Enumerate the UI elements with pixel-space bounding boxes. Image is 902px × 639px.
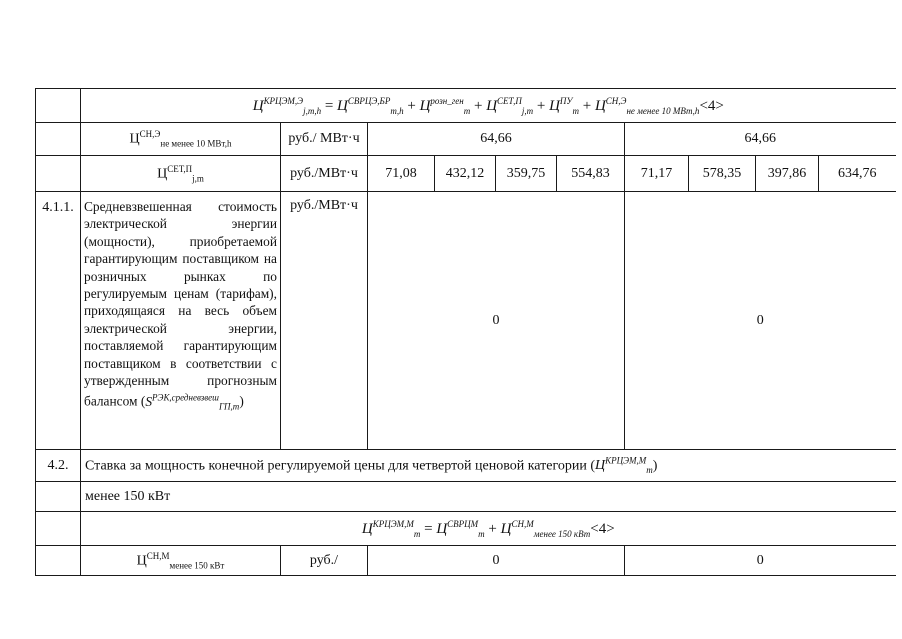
sn-m-unit: руб./ <box>281 546 368 576</box>
sn-m-symbol: $Ц^{СН,М}_{менее 150 кВт}$ <box>81 546 281 576</box>
set-p-row <box>36 156 896 192</box>
sn-e-left-value: 64,66 <box>368 123 625 156</box>
sn-m-left-value: 0 <box>368 546 625 576</box>
set-p-value: 554,83 <box>557 156 625 192</box>
formula-row <box>36 89 896 123</box>
set-p-value: 359,75 <box>496 156 557 192</box>
empty-number-cell <box>36 482 81 512</box>
set-p-unit: руб./МВт·ч <box>281 156 368 192</box>
formula-krcem-m: $Ц^{КРЦЭМ,М}_m = Ц^{СВРЦМ}_m + Ц^{СН,М}_{менее 150 кВт}<4>$ <box>81 512 896 546</box>
sn-e-unit: руб./ МВт·ч <box>281 123 368 156</box>
empty-number-cell <box>36 156 81 192</box>
sn-m-right-value: 0 <box>625 546 896 576</box>
formula-krcem-e: $Ц^{КРЦЭМ,Э}_{j,m,h} = Ц^{СВРЦЭ,БР}_{m,h} + Ц^{розн\_ген}_m + Ц^{СЕТ,П}_{j,m} + Ц^{ПУ}_m + Ц^{СН,Э}_{не менее 10 МВт,h}<4>$ <box>81 89 896 123</box>
sn-e-right-value: 64,66 <box>625 123 896 156</box>
set-p-value: 71,08 <box>368 156 435 192</box>
set-p-value: 578,35 <box>689 156 756 192</box>
empty-number-cell <box>36 546 81 576</box>
empty-number-cell <box>36 512 81 546</box>
row-4-2 <box>36 450 896 482</box>
set-p-value: 634,76 <box>819 156 896 192</box>
row-4-1-1 <box>36 192 896 450</box>
row-4-2-title: Ставка за мощность конечной регулируемой цены для четвертой ценовой категории $(Ц^{КРЦЭМ,М}_m)$ <box>81 450 896 482</box>
row-number: 4.1.1. <box>36 192 81 450</box>
row-4-1-1-description: Средневзвешенная стоимость электрической энергии (мощности), приобретаемой гарантирующим поставщиком на розничных рынках по регулируемым ценам (тарифам), приходящаяся на весь объем электрической энергии, поставляемой гарантирующим поставщиком в соответствии с утвержденным прогнозным балансом $(S^{РЭК,средневзвеш}_{ГП,m})$ <box>81 192 281 450</box>
row-number: 4.2. <box>36 450 81 482</box>
set-p-symbol: $Ц^{СЕТ,П}_{j,m}$ <box>81 156 281 192</box>
less-150-row <box>36 482 896 512</box>
row-4-1-1-unit: руб./МВт·ч <box>281 192 368 450</box>
row-4-1-1-left-value: 0 <box>368 192 625 450</box>
row-4-1-1-right-value: 0 <box>625 192 896 450</box>
set-p-value: 71,17 <box>625 156 689 192</box>
formula-m-row <box>36 512 896 546</box>
set-p-value: 397,86 <box>756 156 819 192</box>
tariff-table <box>35 88 896 576</box>
set-p-value: 432,12 <box>435 156 496 192</box>
empty-number-cell <box>36 123 81 156</box>
sn-m-row <box>36 546 896 576</box>
empty-number-cell <box>36 89 81 123</box>
sn-e-row <box>36 123 896 156</box>
less-150-label: менее 150 кВт <box>81 482 896 512</box>
sn-e-symbol: $Ц^{СН,Э}_{не менее 10 МВт,h}$ <box>81 123 281 156</box>
